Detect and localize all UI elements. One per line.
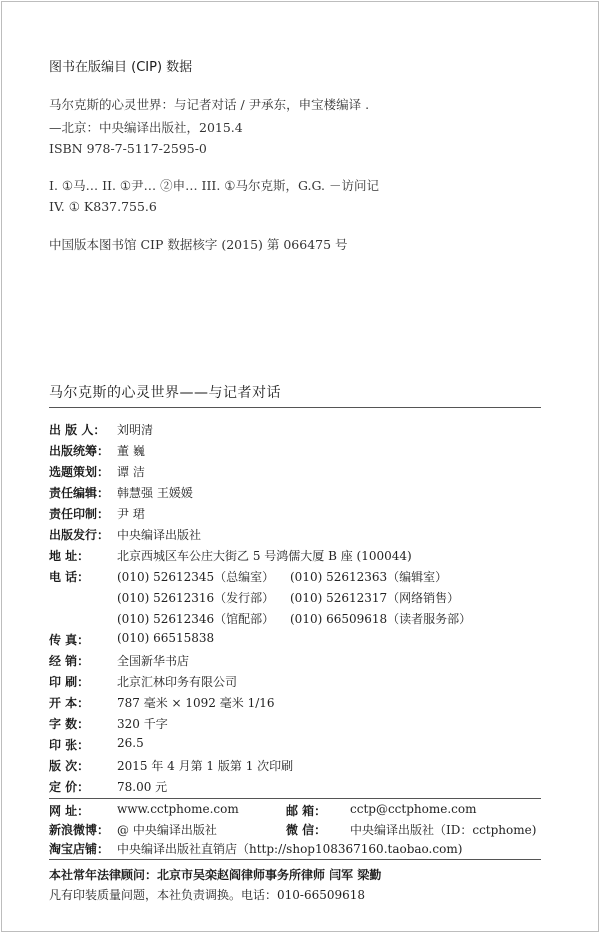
cip-title: 图书在版编目 (CIP) 数据 bbox=[49, 60, 193, 75]
cip-line-cip-number: 中国版本图书馆 CIP 数据核字 (2015) 第 066475 号 bbox=[49, 237, 348, 252]
edition-value: 2015 年 4 月第 1 版第 1 次印刷 bbox=[117, 759, 294, 773]
distribution-value: 中央编译出版社 bbox=[117, 528, 202, 542]
legal-counsel: 本社常年法律顾问：北京市吴栾赵阎律师事务所律师 闫军 梁勤 bbox=[49, 868, 382, 882]
fax-value: (010) 66515838 bbox=[117, 631, 215, 645]
phone-row1-col1: (010) 52612345（总编室） bbox=[117, 570, 275, 584]
editor-label: 责任编辑： bbox=[49, 486, 110, 500]
printing-supervisor-label: 责任印制： bbox=[49, 507, 110, 521]
seller-label: 经 销： bbox=[49, 654, 90, 668]
printer-value: 北京汇林印务有限公司 bbox=[117, 675, 238, 689]
topic-planning-value: 谭 洁 bbox=[117, 465, 145, 479]
cip-line-isbn: ISBN 978-7-5117-2595-0 bbox=[49, 141, 207, 156]
edition-label: 版 次： bbox=[49, 759, 90, 773]
sheets-label: 印 张： bbox=[49, 738, 90, 752]
distribution-label: 出版发行： bbox=[49, 528, 110, 542]
phone-label: 电 话： bbox=[49, 570, 90, 584]
cip-line-publisher: —北京：中央编译出版社，2015.4 bbox=[49, 120, 243, 135]
word-count-value: 320 千字 bbox=[117, 717, 168, 731]
printer-label: 印 刷： bbox=[49, 675, 90, 689]
phone-row3-col2: (010) 66509618（读者服务部） bbox=[290, 612, 472, 626]
wechat-value: 中央编译出版社（ID：cctphome) bbox=[350, 823, 537, 837]
divider-top bbox=[49, 407, 541, 408]
sheets-value: 26.5 bbox=[117, 736, 144, 750]
cip-line-subjects: I. ①马… II. ①尹… ②申… III. ①马尔克斯，G.G. －访问记 bbox=[49, 178, 380, 193]
phone-row3-col1: (010) 52612346（馆配部） bbox=[117, 612, 275, 626]
phone-row1-col2: (010) 52612363（编辑室） bbox=[290, 570, 448, 584]
taobao-label: 淘宝店铺： bbox=[49, 842, 110, 856]
publisher-person-value: 刘明清 bbox=[117, 423, 154, 437]
seller-value: 全国新华书店 bbox=[117, 654, 190, 668]
book-title: 马尔克斯的心灵世界——与记者对话 bbox=[49, 385, 281, 401]
weibo-label: 新浪微博： bbox=[49, 823, 110, 837]
weibo-value: @ 中央编译出版社 bbox=[117, 823, 217, 837]
topic-planning-label: 选题策划： bbox=[49, 465, 110, 479]
divider-middle bbox=[49, 798, 541, 799]
overall-planning-label: 出版统筹： bbox=[49, 444, 110, 458]
format-label: 开 本： bbox=[49, 696, 90, 710]
overall-planning-value: 董 巍 bbox=[117, 444, 145, 458]
phone-row2-col2: (010) 52612317（网络销售） bbox=[290, 591, 460, 605]
address-label: 地 址： bbox=[49, 549, 90, 563]
quality-note: 凡有印装质量问题，本社负责调换。电话：010-66509618 bbox=[49, 888, 366, 902]
price-value: 78.00 元 bbox=[117, 780, 168, 794]
printing-supervisor-value: 尹 珺 bbox=[117, 507, 145, 521]
email-label: 邮 箱： bbox=[286, 804, 327, 818]
format-value: 787 毫米 × 1092 毫米 1/16 bbox=[117, 696, 275, 710]
fax-label: 传 真： bbox=[49, 633, 90, 647]
wechat-label: 微 信： bbox=[286, 823, 327, 837]
taobao-value[interactable]: 中央编译出版社直销店（http://shop108367160.taobao.com) bbox=[117, 842, 463, 856]
phone-row2-col1: (010) 52612316（发行部） bbox=[117, 591, 275, 605]
divider-bottom bbox=[49, 859, 541, 860]
address-value: 北京西城区车公庄大街乙 5 号鸿儒大厦 B 座 (100044) bbox=[117, 549, 412, 563]
website-label: 网 址： bbox=[49, 804, 90, 818]
word-count-label: 字 数： bbox=[49, 717, 90, 731]
cip-line-classification: IV. ① K837.755.6 bbox=[49, 199, 157, 214]
price-label: 定 价： bbox=[49, 780, 90, 794]
publisher-person-label: 出 版 人： bbox=[49, 423, 106, 437]
editor-value: 韩慧强 王媛媛 bbox=[117, 486, 193, 500]
email-value[interactable]: cctp@cctphome.com bbox=[350, 802, 477, 816]
website-value[interactable]: www.cctphome.com bbox=[117, 802, 239, 816]
cip-line-title: 马尔克斯的心灵世界：与记者对话 / 尹承东，申宝楼编译 . bbox=[49, 97, 370, 112]
